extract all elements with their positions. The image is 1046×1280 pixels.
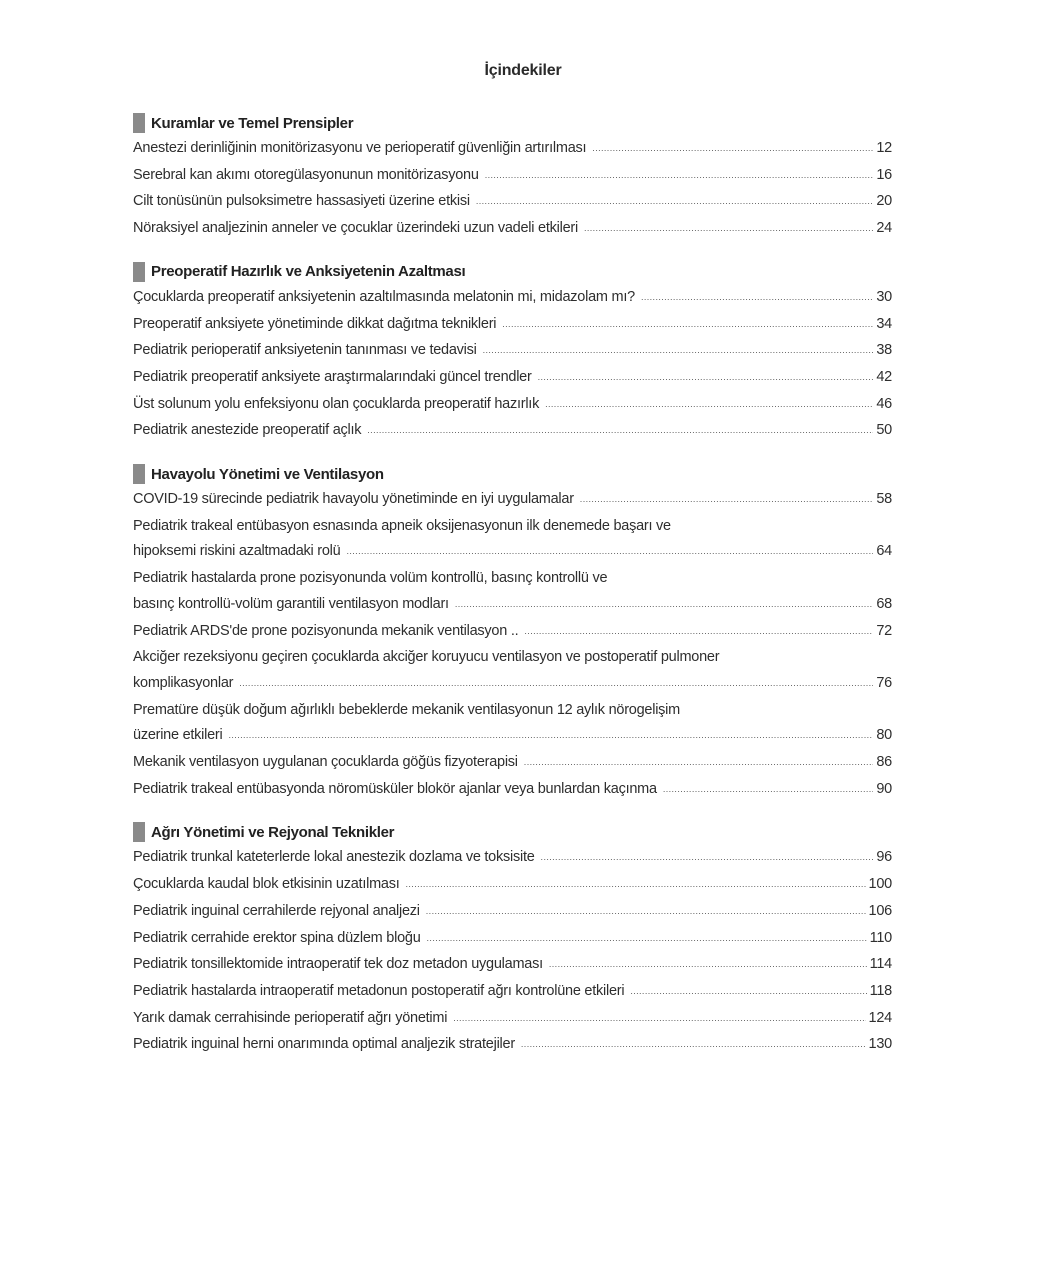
entry-title: Çocuklarda preoperatif anksiyetenin azaltılmasında melatonin mi, midazolam mı? <box>133 288 635 305</box>
section-header <box>133 819 892 845</box>
toc-section <box>133 819 892 1059</box>
dot-leader <box>476 189 873 215</box>
page-number: 64 <box>876 543 892 560</box>
page-number: 46 <box>876 395 892 412</box>
entry-title-line: Prematüre düşük doğum ağırlıklı bebeklerde mekanik ventilasyonun 12 aylık nörogelişim <box>133 701 680 718</box>
toc-entry[interactable] <box>133 566 892 618</box>
page-number: 12 <box>876 140 892 156</box>
section-header <box>133 259 892 285</box>
entry-title: Pediatrik trunkal kateterlerde lokal anestezik dozlama ve toksisite <box>133 849 535 866</box>
toc-section <box>133 259 892 445</box>
page-title: İçindekiler <box>484 62 562 79</box>
dot-leader <box>427 926 867 952</box>
toc-entry[interactable] <box>133 365 892 392</box>
entry-title: Mekanik ventilasyon uygulanan çocuklarda göğüs fizyoterapisi <box>133 754 518 771</box>
section-header <box>133 110 892 136</box>
dot-leader <box>426 899 866 925</box>
dot-leader <box>545 392 873 418</box>
dot-leader <box>406 872 866 898</box>
page-number: 30 <box>876 288 892 305</box>
toc-entry[interactable] <box>133 338 892 365</box>
entry-title: Çocuklarda kaudal blok etkisinin uzatılması <box>133 876 400 893</box>
entry-title: Pediatrik trakeal entübasyonda nöromüsküler blokör ajanlar veya bunlardan kaçınma <box>133 780 657 797</box>
dot-leader <box>485 163 873 189</box>
dot-leader <box>538 365 873 391</box>
dot-leader <box>580 487 873 513</box>
page-number: 38 <box>876 342 892 359</box>
entry-title: Pediatrik preoperatif anksiyete araştırmalarındaki güncel trendler <box>133 368 532 385</box>
dot-leader <box>584 216 873 242</box>
dot-leader <box>592 136 873 162</box>
entry-title: hipoksemi riskini azaltmadaki rolü <box>133 543 341 560</box>
entry-title: Pediatrik inguinal cerrahilerde rejyonal analjezi <box>133 902 420 919</box>
toc-entry[interactable] <box>133 899 892 926</box>
toc-entry[interactable] <box>133 926 892 953</box>
dot-leader <box>549 952 867 978</box>
entry-title: COVID-19 sürecinde pediatrik havayolu yönetiminde en iyi uygulamalar <box>133 491 574 508</box>
entry-title: Serebral kan akımı otoregülasyonunun monitörizasyonu <box>133 166 479 183</box>
section-title: Havayolu Yönetimi ve Ventilasyon <box>151 465 384 483</box>
toc-entry[interactable] <box>133 777 892 804</box>
toc-entry[interactable] <box>133 514 892 566</box>
toc-entry[interactable] <box>133 619 892 646</box>
toc-section <box>133 110 892 243</box>
page-number: 72 <box>876 622 892 639</box>
entry-title: Üst solunum yolu enfeksiyonu olan çocuklarda preoperatif hazırlık <box>133 395 540 412</box>
page-number: 106 <box>868 902 892 919</box>
toc-entry[interactable] <box>133 979 892 1006</box>
page-number: 100 <box>868 876 892 893</box>
page-number: 96 <box>876 849 892 866</box>
dot-leader <box>524 619 873 645</box>
page-number: 124 <box>868 1009 892 1026</box>
entry-title: Cilt tonüsünün pulsoksimetre hassasiyeti üzerine etkisi <box>133 193 470 210</box>
page-number: 42 <box>876 368 892 385</box>
entry-title-line: Pediatrik hastalarda prone pozisyonunda volüm kontrollü, basınç kontrollü ve <box>133 570 608 587</box>
dot-leader <box>346 539 873 565</box>
section-title: Preoperatif Hazırlık ve Anksiyetenin Azaltması <box>151 263 466 281</box>
section-marker-icon <box>133 464 145 484</box>
dot-leader <box>641 285 873 311</box>
entry-title: Pediatrik anestezide preoperatif açlık <box>133 422 362 439</box>
dot-leader <box>630 979 866 1005</box>
entry-title: Yarık damak cerrahisinde perioperatif ağrı yönetimi <box>133 1009 448 1026</box>
entry-title: Anestezi derinliğinin monitörizasyonu ve perioperatif güvenliğin artırılması <box>133 140 587 156</box>
page-number: 76 <box>876 674 892 691</box>
toc-entry[interactable] <box>133 845 892 872</box>
dot-leader <box>455 592 873 618</box>
toc-entry[interactable] <box>133 163 892 190</box>
page-number: 16 <box>876 166 892 183</box>
toc-entry[interactable] <box>133 136 892 163</box>
dot-leader <box>453 1006 865 1032</box>
toc-entry[interactable] <box>133 392 892 419</box>
entry-title-line: Pediatrik trakeal entübasyon esnasında apneik oksijenasyonun ilk denemede başarı ve <box>133 517 671 534</box>
toc-entry[interactable] <box>133 952 892 979</box>
toc-entry[interactable] <box>133 1032 892 1059</box>
entry-title: üzerine etkileri <box>133 727 223 744</box>
entry-title: Pediatrik inguinal herni onarımında optimal analjezik stratejiler <box>133 1036 515 1053</box>
dot-leader <box>229 723 874 749</box>
page-number: 58 <box>876 491 892 508</box>
dot-leader <box>521 1032 866 1058</box>
toc-entry[interactable] <box>133 189 892 216</box>
dot-leader <box>367 418 873 444</box>
toc-entry[interactable] <box>133 750 892 777</box>
toc-section <box>133 461 892 803</box>
entry-title: Pediatrik hastalarda intraoperatif metadonun postoperatif ağrı kontrolüne etkileri <box>133 982 625 999</box>
toc-entry[interactable] <box>133 216 892 243</box>
section-title: Ağrı Yönetimi ve Rejyonal Teknikler <box>151 823 395 841</box>
dot-leader <box>663 777 873 803</box>
entry-title: Pediatrik perioperatif anksiyetenin tanınması ve tedavisi <box>133 342 477 359</box>
entry-title: Pediatrik ARDS'de prone pozisyonunda mekanik ventilasyon .. <box>133 622 519 639</box>
page-number: 80 <box>876 727 892 744</box>
page-number: 50 <box>876 422 892 439</box>
entry-title: Pediatrik cerrahide erektor spina düzlem bloğu <box>133 929 421 946</box>
page-number: 20 <box>876 193 892 210</box>
dot-leader <box>524 750 873 776</box>
section-marker-icon <box>133 113 145 133</box>
page-number: 34 <box>876 315 892 332</box>
table-of-contents <box>133 110 892 1075</box>
toc-entry[interactable] <box>133 645 892 697</box>
entry-title: Pediatrik tonsillektomide intraoperatif tek doz metadon uygulaması <box>133 956 543 973</box>
toc-entry[interactable] <box>133 872 892 899</box>
toc-entry[interactable] <box>133 312 892 339</box>
page-number: 86 <box>876 754 892 771</box>
section-header <box>133 461 892 487</box>
section-marker-icon <box>133 822 145 842</box>
page-number: 130 <box>868 1036 892 1053</box>
section-title: Kuramlar ve Temel Prensipler <box>151 114 354 132</box>
toc-entry[interactable] <box>133 698 892 750</box>
toc-entry[interactable] <box>133 285 892 312</box>
toc-entry[interactable] <box>133 418 892 445</box>
entry-title: Preoperatif anksiyete yönetiminde dikkat dağıtma teknikleri <box>133 315 497 332</box>
entry-title: komplikasyonlar <box>133 674 234 691</box>
page-number: 114 <box>869 956 892 973</box>
entry-title-line: Akciğer rezeksiyonu geçiren çocuklarda akciğer koruyucu ventilasyon ve postoperatif pulmoner <box>133 649 720 666</box>
dot-leader <box>541 845 873 871</box>
entry-title: Nöraksiyel analjezinin anneler ve çocuklar üzerindeki uzun vadeli etkileri <box>133 220 578 237</box>
page-number: 68 <box>876 595 892 612</box>
entry-title: basınç kontrollü-volüm garantili ventilasyon modları <box>133 595 449 612</box>
toc-entry[interactable] <box>133 1006 892 1033</box>
page-number: 24 <box>876 220 892 237</box>
dot-leader <box>239 671 873 697</box>
toc-entry[interactable] <box>133 487 892 514</box>
page-number: 110 <box>869 929 892 946</box>
page-number: 118 <box>869 982 892 999</box>
dot-leader <box>483 338 873 364</box>
page-number: 90 <box>876 780 892 797</box>
section-marker-icon <box>133 262 145 282</box>
dot-leader <box>502 312 873 338</box>
